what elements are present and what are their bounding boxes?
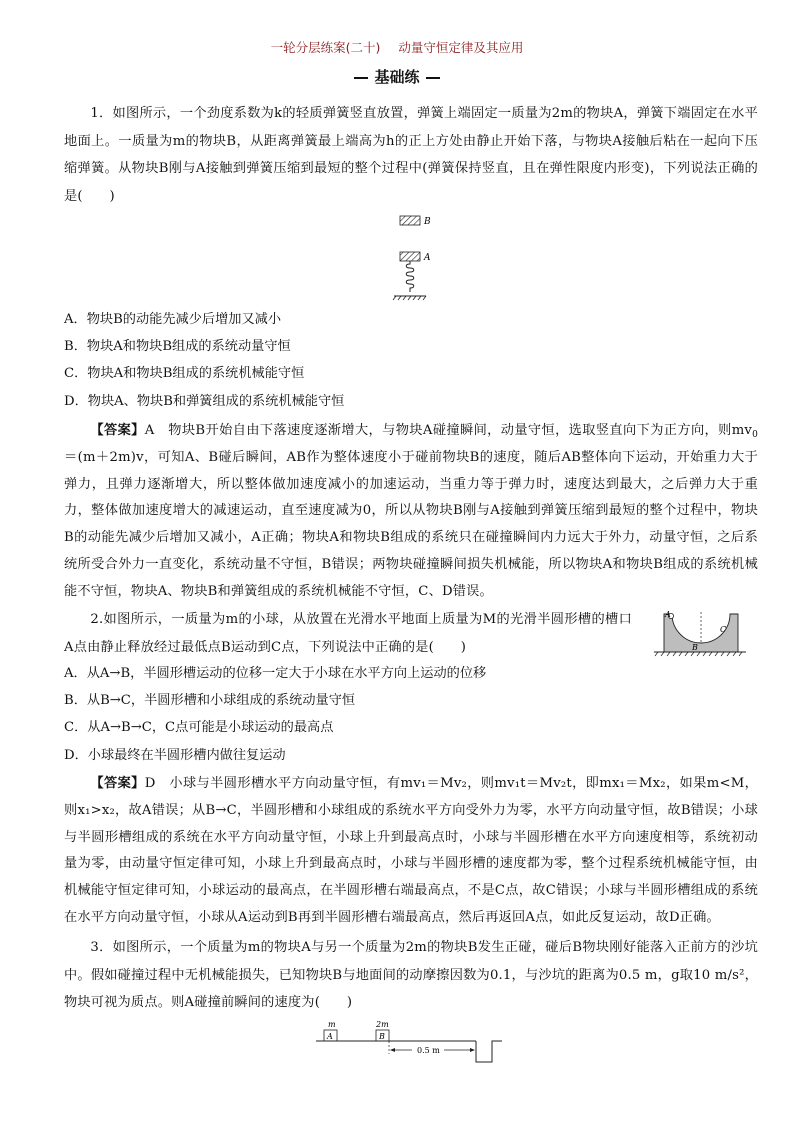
mass-a-label: m (328, 1020, 336, 1029)
q1-option-d: D．物块A、物块B和弹簧组成的系统机械能守恒 (64, 394, 345, 409)
sand-pit (476, 1041, 502, 1062)
block-a-label: A (424, 253, 431, 263)
block-a-label: A (327, 1032, 333, 1041)
point-b-label: B (692, 643, 698, 652)
q2-answer (64, 771, 758, 932)
point-c-label: C (720, 625, 727, 634)
block-b-label: B (424, 217, 431, 227)
section-title (0, 66, 794, 87)
point-a-label: A (665, 610, 671, 619)
q1-stem: 1．如图所示，一个劲度系数为k的轻质弹簧竖直放置，弹簧上端固定一质量为2m的物块A，弹簧下端固定在水平地面上。一质量为m的物块B，从距离弹簧最上端高为h的正上方处由静止开始下落，与物块A接触后粘在一起向下压缩弹簧。从物块B刚与A接触到弹簧压缩到最短的整个过程中(弹簧保持竖直，且在弹性限度内形变)，下列说法正确的是( ) (64, 106, 758, 204)
page-header (0, 38, 794, 56)
q1-answer (64, 418, 758, 606)
q3-figure (316, 1018, 506, 1068)
q2-figure (652, 608, 748, 662)
title-dash-right (426, 77, 440, 79)
ground-hatch (393, 296, 426, 300)
q2-option-a: A．从A→B，半圆形槽运动的位移一定大于小球在水平方向上运动的位移 (64, 666, 487, 681)
title-dash-left (354, 77, 368, 79)
block-a (400, 252, 420, 261)
q1-answer-sub: 0 (752, 430, 759, 440)
distance-arrowhead-left (390, 1048, 395, 1052)
section-title-text: 基础练 (374, 68, 420, 86)
q3-stem: 3．如图所示，一个质量为m的物块A与另一个质量为2m的物块B发生正碰，碰后B物块刚好能落入正前方的沙坑中。假如碰撞过程中无机械能损失，已知物块B与地面间的动摩擦因数为0.1，与沙坑的距离为0.5 m，g取10 m/s²，物块可视为质点。则A碰撞前瞬间的速度为( ) (64, 940, 758, 1010)
spring (406, 261, 414, 292)
q1-figure (392, 212, 442, 304)
mass-b-label: 2m (376, 1020, 389, 1029)
header-left: 一轮分层练案(二十) (270, 40, 381, 55)
q1-answer-label: 【答案】 (90, 423, 145, 438)
q1-answer-text-2: ＝(m＋2m)v，可知A、B碰后瞬间，AB作为整体速度小于碰前物块B的速度，随后AB整体向下运动，开始重力大于弹力，且弹力逐渐增大，所以整体做加速度减小的加速运动，当重力等于弹力时，速度达到最大，之后弹力大于重力，整体做加速度增大的减速运动，直至速度减为0，所以从物块B刚与A接触到弹簧压缩到最短的整个过程中，物块B的动能先减少后增加又减小，A正确；物块A和物块B组成的系统只在碰撞瞬间内力远大于外力，动量守恒，之后系统所受合外力一直变化，系统动量不守恒，B错误；两物块碰撞瞬间损失机械能，所以物块A和物块B组成的系统机械能不守恒，物块A、物块B和弹簧组成的系统机械能不守恒，C、D错误。 (64, 449, 758, 599)
header-right: 动量守恒定律及其应用 (398, 40, 524, 55)
q2-stem: 2.如图所示，一质量为m的小球，从放置在光滑水平地面上质量为M的光滑半圆形槽的槽口A点由静止释放经过最低点B运动到C点，下列说法中正确的是( ) (64, 612, 632, 655)
q1-option-a: A．物块B的动能先减少后增加又减小 (64, 312, 282, 327)
distance-arrowhead-right (470, 1048, 475, 1052)
block-b-label: B (379, 1032, 385, 1041)
q2-answer-label: 【答案】 (90, 776, 145, 791)
floor-hatch (655, 652, 742, 656)
q2-option-d: D．小球最终在半圆形槽内做往复运动 (64, 748, 286, 763)
q1-answer-text-1: A 物块B开始自由下落速度逐渐增大，与物块A碰撞瞬间，动量守恒，选取竖直向下为正方向，则mv (144, 423, 753, 438)
q2-option-b: B．从B→C，半圆形槽和小球组成的系统动量守恒 (64, 693, 356, 708)
q2-answer-text: D 小球与半圆形槽水平方向动量守恒，有mv₁＝Mv₂，则mv₁t＝Mv₂t，即mx₁＝Mx₂，如果m<M，则x₁>x₂，故A错误；从B→C，半圆形槽和小球组成的系统水平方向受外力为零，水平方向动量守恒，故B错误；小球与半圆形槽组成的系统在水平方向动量守恒，小球上升到最高点时，小球与半圆形槽在水平方向速度相等，系统初动量为零，由动量守恒定律可知，小球上升到最高点时，小球与半圆形槽的速度都为零，整个过程系统机械能守恒，由机械能守恒定律可知，小球运动的最高点，在半圆形槽右端最高点，不是C点，故C错误；小球与半圆形槽组成的系统在水平方向动量守恒，小球从A运动到B再到半圆形槽右端最高点，然后再返回A点，如此反复运动，故D正确。 (64, 776, 758, 925)
q1-option-c: C．物块A和物块B组成的系统机械能守恒 (64, 366, 305, 381)
q2-option-c: C．从A→B→C，C点可能是小球运动的最高点 (64, 720, 334, 735)
distance-label: 0.5 m (417, 1046, 440, 1055)
block-b (400, 216, 420, 225)
q1-option-b: B．物块A和物块B组成的系统动量守恒 (64, 339, 291, 354)
